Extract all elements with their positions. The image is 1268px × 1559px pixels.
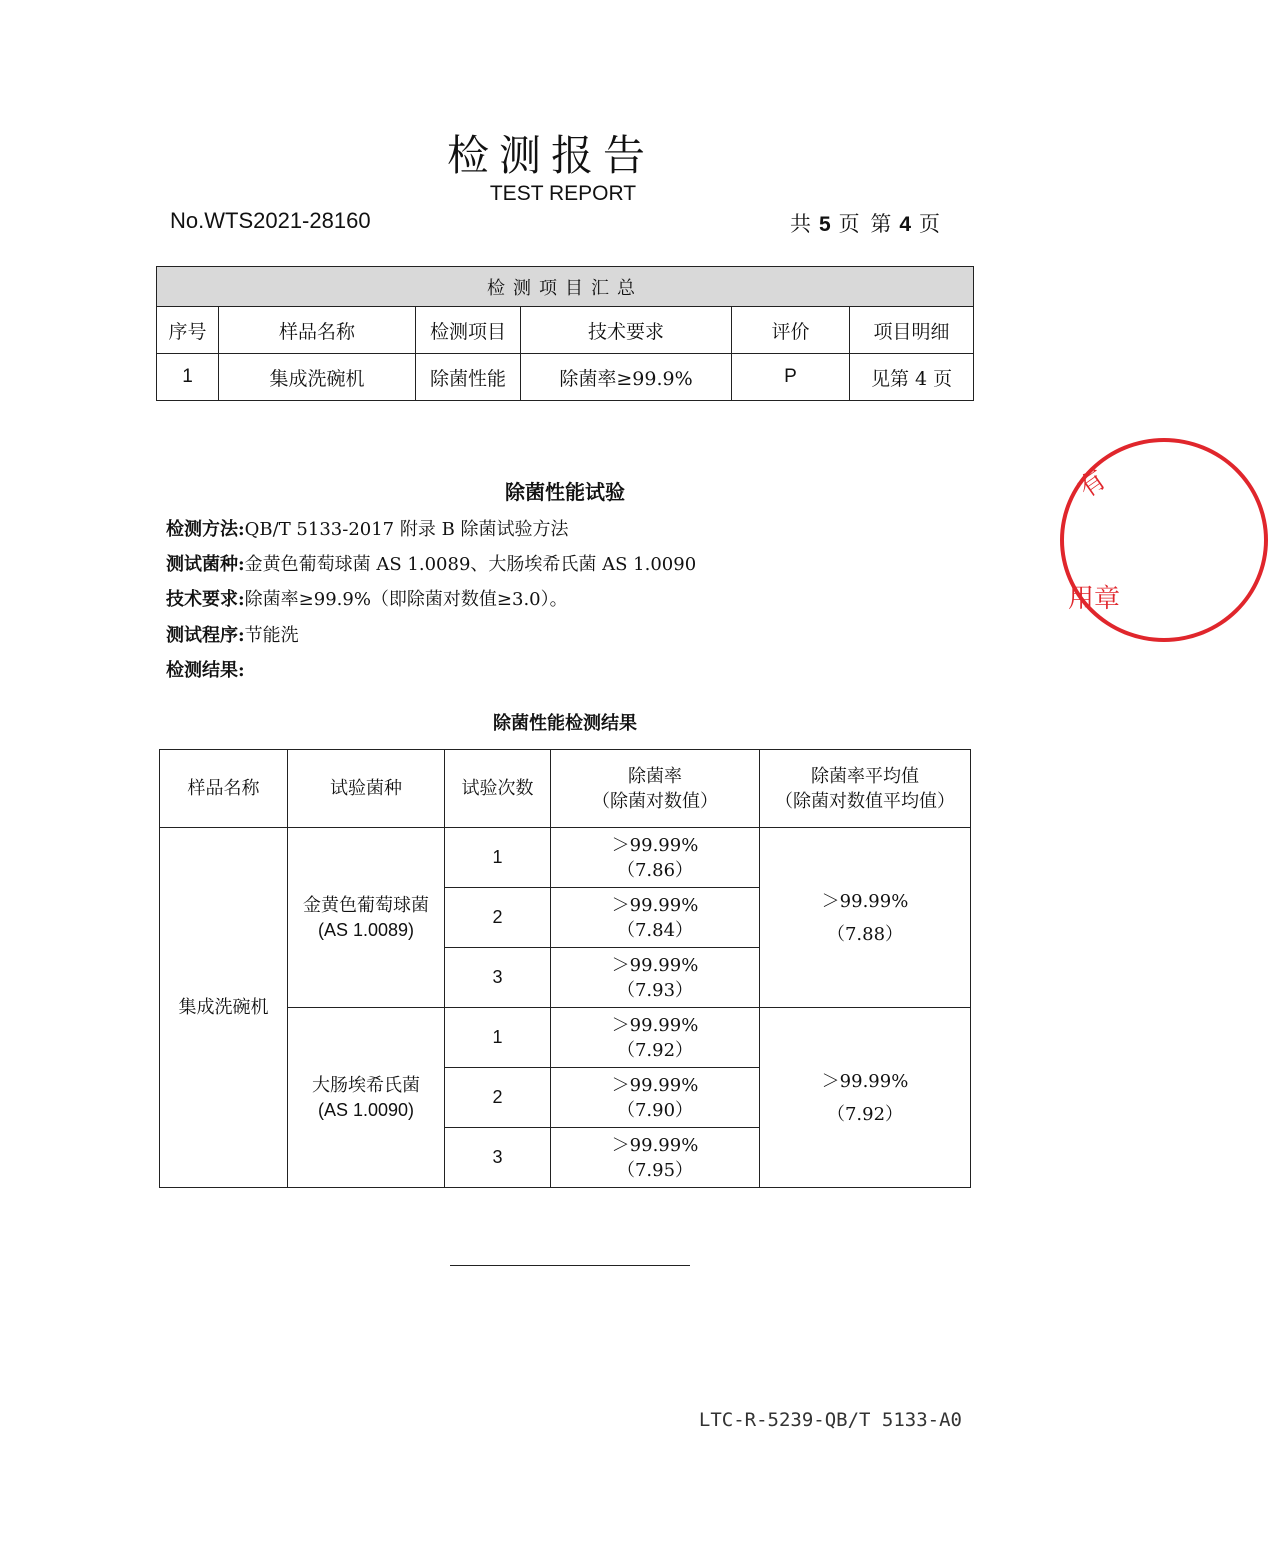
report-title-en: TEST REPORT — [489, 182, 637, 205]
results-col-rate — [551, 750, 760, 828]
trial-rate: ＞99.99% — [611, 1014, 699, 1036]
trial-rate-cell — [551, 948, 760, 1008]
trial-log: （7.86） — [616, 859, 694, 881]
summary-cell-item: 除菌性能 — [416, 354, 521, 401]
result-label: 检测结果: — [166, 660, 245, 681]
results-strain-cell — [288, 828, 445, 1008]
results-col-avg-sub: （除菌对数值平均值） — [775, 790, 955, 812]
results-sample-cell: 集成洗碗机 — [160, 828, 288, 1188]
summary-cell-detail: 见第 4 页 — [850, 354, 974, 401]
strain-value: 金黄色葡萄球菌 AS 1.0089、大肠埃希氏菌 AS 1.0090 — [244, 554, 697, 575]
trial-number: 1 — [445, 1008, 551, 1068]
average-cell — [760, 828, 971, 1008]
summary-cell-requirement: 除菌率≥99.9% — [521, 354, 732, 401]
program-line — [166, 621, 299, 647]
official-seal-stamp — [1060, 438, 1268, 642]
trial-rate-cell — [551, 1128, 760, 1188]
trial-number: 3 — [445, 948, 551, 1008]
strain-line — [166, 550, 696, 576]
pages-unit: 页 — [838, 212, 862, 236]
results-col-rate-label: 除菌率 — [628, 765, 682, 787]
trial-log: （7.92） — [616, 1039, 694, 1061]
trial-log: （7.93） — [616, 979, 694, 1001]
trial-rate-cell — [551, 1008, 760, 1068]
summary-col-result: 评价 — [732, 307, 850, 354]
results-table — [159, 749, 971, 1188]
summary-col-no: 序号 — [157, 307, 219, 354]
section-title: 除菌性能试验 — [505, 480, 625, 504]
strain-name: 大肠埃希氏菌 — [312, 1074, 420, 1096]
results-title: 除菌性能检测结果 — [493, 713, 637, 734]
strain-name: 金黄色葡萄球菌 — [303, 894, 429, 916]
summary-col-detail: 项目明细 — [850, 307, 974, 354]
stamp-text-top: 有 — [1073, 464, 1112, 505]
results-col-avg — [760, 750, 971, 828]
strain-code: (AS 1.0090) — [317, 1099, 415, 1120]
program-value: 节能洗 — [244, 625, 299, 646]
stamp-text-bottom: 用章 — [1068, 584, 1121, 614]
trial-rate-cell — [551, 828, 760, 888]
summary-col-item: 检测项目 — [416, 307, 521, 354]
results-strain-cell — [288, 1008, 445, 1188]
table-row — [160, 828, 971, 888]
result-line — [166, 656, 245, 682]
trial-rate: ＞99.99% — [611, 954, 699, 976]
requirement-label: 技术要求: — [166, 589, 245, 610]
trial-log: （7.84） — [616, 919, 694, 941]
program-label: 测试程序: — [166, 625, 245, 646]
results-col-rate-sub: （除菌对数值） — [592, 790, 718, 812]
summary-cell-result: P — [732, 354, 850, 401]
method-line — [166, 515, 569, 541]
results-col-avg-label: 除菌率平均值 — [811, 765, 919, 787]
average-cell — [760, 1008, 971, 1188]
pages-total-prefix: 共 — [789, 212, 813, 236]
strain-code: (AS 1.0089) — [317, 919, 415, 940]
strain-label: 测试菌种: — [166, 554, 245, 575]
results-col-trial: 试验次数 — [445, 750, 551, 828]
page-current: 4 — [899, 213, 913, 236]
average-log: （7.88） — [826, 923, 904, 945]
report-title-cn: 检测报告 — [446, 131, 655, 180]
trial-number: 2 — [445, 1068, 551, 1128]
trial-number: 2 — [445, 888, 551, 948]
trial-rate: ＞99.99% — [611, 1074, 699, 1096]
trial-number: 1 — [445, 828, 551, 888]
table-row — [157, 354, 974, 401]
average-log: （7.92） — [826, 1103, 904, 1125]
trial-rate-cell — [551, 888, 760, 948]
summary-heading: 检测项目汇总 — [157, 267, 974, 307]
average-rate: ＞99.99% — [821, 1070, 909, 1092]
trial-log: （7.90） — [616, 1099, 694, 1121]
document-code: LTC-R-5239-QB/T 5133-A0 — [698, 1409, 962, 1431]
average-rate: ＞99.99% — [821, 890, 909, 912]
results-col-strain: 试验菌种 — [288, 750, 445, 828]
trial-rate-cell — [551, 1068, 760, 1128]
results-col-sample: 样品名称 — [160, 750, 288, 828]
trial-rate: ＞99.99% — [611, 1134, 699, 1156]
requirement-line — [166, 585, 568, 611]
report-number: No.WTS2021-28160 — [170, 208, 371, 233]
summary-col-requirement: 技术要求 — [521, 307, 732, 354]
trial-rate: ＞99.99% — [611, 894, 699, 916]
pages-total: 5 — [818, 213, 833, 236]
trial-number: 3 — [445, 1128, 551, 1188]
method-label: 检测方法: — [166, 519, 245, 540]
page-indicator — [790, 208, 942, 238]
summary-table — [156, 266, 974, 401]
summary-col-sample: 样品名称 — [219, 307, 416, 354]
trial-log: （7.95） — [616, 1159, 694, 1181]
page-current-unit: 页 — [919, 212, 942, 236]
summary-cell-no: 1 — [157, 354, 219, 401]
method-value: QB/T 5133-2017 附录 B 除菌试验方法 — [244, 519, 569, 540]
summary-cell-sample: 集成洗碗机 — [219, 354, 416, 401]
requirement-value: 除菌率≥99.9%（即除菌对数值≥3.0）。 — [244, 589, 568, 610]
page-current-prefix: 第 — [870, 212, 894, 236]
trial-rate: ＞99.99% — [611, 834, 699, 856]
footer-divider — [450, 1265, 690, 1266]
